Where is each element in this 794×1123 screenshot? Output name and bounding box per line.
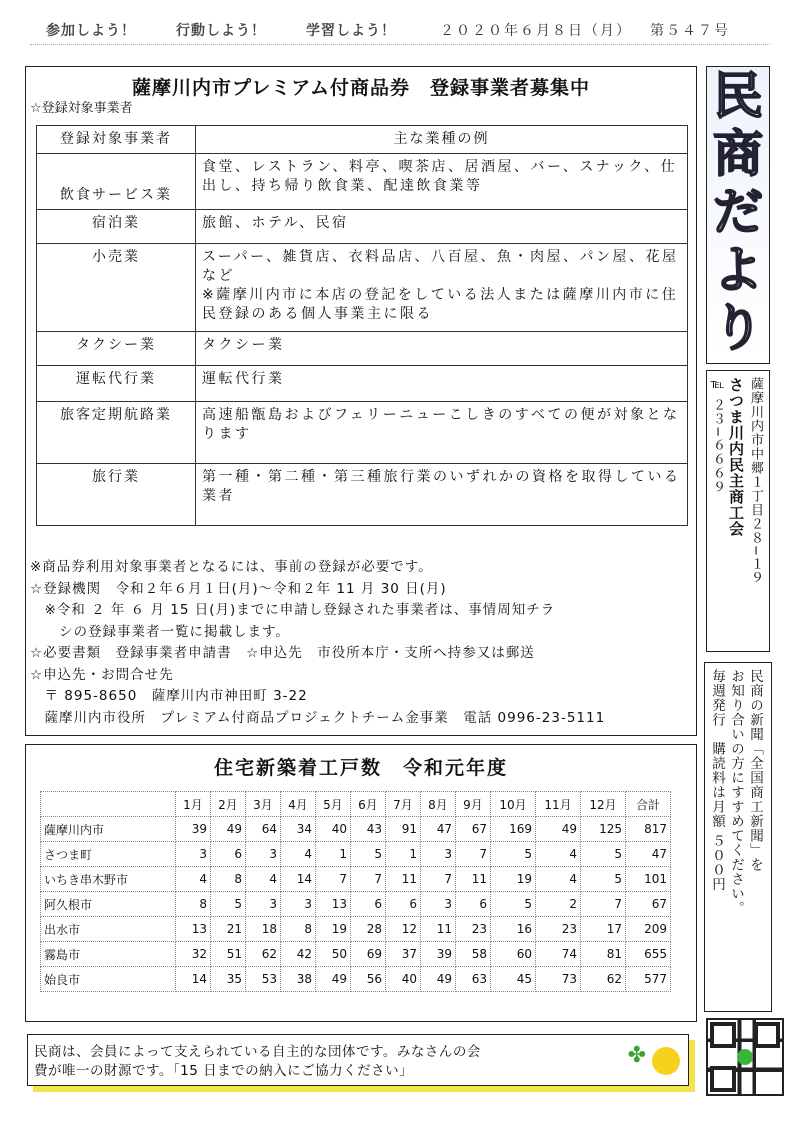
- housing-row: [41, 917, 671, 942]
- housing-value: 67: [456, 817, 491, 842]
- address-line: 薩摩川内市中郷１丁目２８−１９: [748, 377, 763, 585]
- month-header: 12月: [581, 792, 626, 817]
- header-cell-category: 登録対象事業者: [37, 126, 196, 154]
- issue-date: ２０２０年６月８日（月）: [440, 23, 632, 39]
- registration-section: [25, 66, 697, 736]
- examples-cell: タクシー業: [196, 332, 688, 366]
- slogan-3: 学習しよう！: [306, 23, 396, 39]
- housing-value: 56: [351, 967, 386, 992]
- housing-value: 11: [456, 867, 491, 892]
- housing-value: 23: [536, 917, 581, 942]
- qr-finder-icon: [754, 1022, 780, 1048]
- city-name: いちき串木野市: [41, 867, 176, 892]
- housing-value: 16: [491, 917, 536, 942]
- housing-value: 63: [456, 967, 491, 992]
- housing-value: 49: [536, 817, 581, 842]
- housing-header-row: [41, 792, 671, 817]
- housing-value: 5: [581, 842, 626, 867]
- housing-value: 13: [176, 917, 211, 942]
- examples-cell: スーパー、雑貨店、衣料品店、八百屋、魚・肉屋、パン屋、花屋など ※薩摩川内市に本店の登記をしている法人または薩摩川内市に住民登録のある個人事業主に限る: [196, 244, 688, 332]
- issue-number: 第５４７号: [650, 23, 730, 39]
- housing-row: [41, 867, 671, 892]
- month-header: 8月: [421, 792, 456, 817]
- housing-value: 19: [491, 867, 536, 892]
- housing-value: 7: [581, 892, 626, 917]
- housing-value: 3: [281, 892, 316, 917]
- housing-value: 19: [316, 917, 351, 942]
- housing-value: 14: [281, 867, 316, 892]
- newspaper-ad: [704, 662, 772, 1012]
- housing-value: 47: [626, 842, 671, 867]
- masthead-char: 民: [713, 67, 763, 125]
- registration-notes: [30, 557, 692, 729]
- city-name: 始良市: [41, 967, 176, 992]
- housing-value: 43: [351, 817, 386, 842]
- note-line: 薩摩川内市役所 プレミアム付商品プロジェクトチーム金事業 電話 0996-23-5111: [30, 709, 606, 726]
- table-row: [37, 366, 688, 402]
- housing-value: 5: [491, 842, 536, 867]
- examples-cell: 高速船甑島およびフェリーニューこしきのすべての便が対象となります: [196, 402, 688, 464]
- month-header: 7月: [386, 792, 421, 817]
- month-header: 9月: [456, 792, 491, 817]
- housing-value: 6: [456, 892, 491, 917]
- table-row: [37, 210, 688, 244]
- housing-value: 81: [581, 942, 626, 967]
- housing-value: 62: [581, 967, 626, 992]
- housing-value: 14: [176, 967, 211, 992]
- month-header: 6月: [351, 792, 386, 817]
- housing-value: 577: [626, 967, 671, 992]
- month-header: 10月: [491, 792, 536, 817]
- housing-row: [41, 967, 671, 992]
- city-name: さつま町: [41, 842, 176, 867]
- chick-mascot-icon: [652, 1047, 680, 1075]
- housing-value: 37: [386, 942, 421, 967]
- housing-value: 5: [581, 867, 626, 892]
- housing-value: 4: [281, 842, 316, 867]
- city-name: 霧島市: [41, 942, 176, 967]
- housing-value: 67: [626, 892, 671, 917]
- table-row: [37, 332, 688, 366]
- ad-line: 毎週発行 購読料は月額 ５００円: [709, 669, 725, 892]
- note-line: ☆必要書類 登録事業者申請書 ☆申込先 市役所本庁・支所へ持参又は郵送: [30, 645, 535, 661]
- housing-value: 5: [491, 892, 536, 917]
- footer-line-1: 民商は、会員によって支えられている自主的な団体です。みなさんの会: [34, 1044, 481, 1060]
- category-cell: 小売業: [37, 244, 196, 332]
- housing-value: 45: [491, 967, 536, 992]
- housing-value: 5: [211, 892, 246, 917]
- corner-cell: [41, 792, 176, 817]
- examples-cell: 旅館、ホテル、民宿: [196, 210, 688, 244]
- qr-code-icon[interactable]: [706, 1018, 784, 1096]
- category-cell: 旅行業: [37, 464, 196, 526]
- month-header: 5月: [316, 792, 351, 817]
- housing-value: 125: [581, 817, 626, 842]
- note-line: シの登録事業者一覧に掲載します。: [30, 623, 290, 640]
- city-name: 出水市: [41, 917, 176, 942]
- housing-value: 3: [421, 842, 456, 867]
- slogan-1: 参加しよう！: [46, 23, 136, 39]
- qr-finder-icon: [710, 1022, 736, 1048]
- city-name: 薩摩川内市: [41, 817, 176, 842]
- housing-value: 6: [386, 892, 421, 917]
- housing-value: 209: [626, 917, 671, 942]
- housing-value: 1: [316, 842, 351, 867]
- header-divider: [30, 44, 770, 51]
- housing-value: 7: [421, 867, 456, 892]
- header: [30, 8, 770, 48]
- housing-value: 4: [536, 867, 581, 892]
- housing-value: 12: [386, 917, 421, 942]
- housing-row: [41, 892, 671, 917]
- housing-value: 7: [456, 842, 491, 867]
- registration-subtitle: ☆登録対象事業者: [30, 101, 133, 116]
- month-header: 11月: [536, 792, 581, 817]
- housing-value: 3: [246, 842, 281, 867]
- housing-value: 38: [281, 967, 316, 992]
- housing-value: 101: [626, 867, 671, 892]
- examples-cell: 第一種・第二種・第三種旅行業のいずれかの資格を取得している業者: [196, 464, 688, 526]
- footer-note: [27, 1034, 689, 1086]
- housing-value: 8: [176, 892, 211, 917]
- housing-value: 49: [421, 967, 456, 992]
- housing-value: 11: [386, 867, 421, 892]
- housing-value: 6: [211, 842, 246, 867]
- housing-value: 7: [351, 867, 386, 892]
- housing-value: 42: [281, 942, 316, 967]
- masthead-char: 商: [713, 125, 763, 183]
- housing-value: 13: [316, 892, 351, 917]
- housing-row: [41, 817, 671, 842]
- housing-value: 2: [536, 892, 581, 917]
- housing-value: 169: [491, 817, 536, 842]
- housing-value: 64: [246, 817, 281, 842]
- housing-value: 8: [281, 917, 316, 942]
- housing-value: 28: [351, 917, 386, 942]
- housing-value: 53: [246, 967, 281, 992]
- month-header: 2月: [211, 792, 246, 817]
- registration-title: 薩摩川内市プレミアム付商品券 登録事業者募集中: [132, 77, 590, 99]
- housing-value: 58: [456, 942, 491, 967]
- housing-value: 4: [246, 867, 281, 892]
- slogan-2: 行動しよう！: [176, 23, 266, 39]
- housing-value: 60: [491, 942, 536, 967]
- housing-value: 39: [421, 942, 456, 967]
- housing-value: 39: [176, 817, 211, 842]
- examples-cell: 食堂、レストラン、料亭、喫茶店、居酒屋、バー、スナック、仕出し、持ち帰り飲食業、配達飲食業等: [196, 154, 688, 210]
- phone-number: ℡ ２３−６６６９: [710, 377, 725, 495]
- masthead-char: り: [713, 299, 763, 357]
- masthead-char: よ: [713, 241, 763, 299]
- table-row: [37, 464, 688, 526]
- note-line: ☆申込先・お問合せ先: [30, 666, 174, 683]
- month-header: 1月: [176, 792, 211, 817]
- housing-value: 655: [626, 942, 671, 967]
- housing-value: 49: [316, 967, 351, 992]
- housing-value: 50: [316, 942, 351, 967]
- table-row: [37, 244, 688, 332]
- clover-icon: ✤: [627, 1043, 646, 1068]
- note-line: ☆登録機関 令和２年６月１日(月)～令和２年 11 月 30 日(月): [30, 580, 447, 597]
- month-header: 4月: [281, 792, 316, 817]
- housing-value: 1: [386, 842, 421, 867]
- housing-row: [41, 842, 671, 867]
- housing-value: 7: [316, 867, 351, 892]
- housing-value: 73: [536, 967, 581, 992]
- table-row: [37, 402, 688, 464]
- month-header: 合計: [626, 792, 671, 817]
- housing-value: 4: [536, 842, 581, 867]
- housing-value: 62: [246, 942, 281, 967]
- category-cell: 宿泊業: [37, 210, 196, 244]
- category-cell: 運転代行業: [37, 366, 196, 402]
- housing-value: 40: [386, 967, 421, 992]
- housing-table: [40, 791, 671, 992]
- note-line: ※商品券利用対象事業者となるには、事前の登録が必要です。: [30, 559, 433, 575]
- footer-line-2: 費が唯一の財源です。「15 日までの納入にご協力ください」: [34, 1063, 414, 1079]
- housing-value: 74: [536, 942, 581, 967]
- housing-value: 8: [211, 867, 246, 892]
- line-logo-icon: [737, 1049, 753, 1065]
- organization-name: さつま川内民主商工会: [727, 377, 745, 537]
- housing-row: [41, 942, 671, 967]
- housing-value: 21: [211, 917, 246, 942]
- housing-value: 69: [351, 942, 386, 967]
- masthead-char: だ: [713, 183, 763, 241]
- housing-section: [25, 744, 697, 1022]
- housing-value: 3: [176, 842, 211, 867]
- examples-cell: 運転代行業: [196, 366, 688, 402]
- note-line: ※令和 ２ 年 ６ 月 15 日(月)までに申請し登録された事業者は、事情周知チラ: [30, 602, 556, 618]
- category-cell: 飲食サービス業: [37, 154, 196, 210]
- housing-value: 6: [351, 892, 386, 917]
- category-cell: タクシー業: [37, 332, 196, 366]
- address-box: [706, 370, 770, 652]
- housing-value: 11: [421, 917, 456, 942]
- housing-value: 51: [211, 942, 246, 967]
- registration-table: [36, 125, 688, 526]
- table-header-row: [37, 126, 688, 154]
- housing-value: 40: [316, 817, 351, 842]
- housing-value: 3: [246, 892, 281, 917]
- housing-value: 5: [351, 842, 386, 867]
- housing-value: 23: [456, 917, 491, 942]
- category-cell: 旅客定期航路業: [37, 402, 196, 464]
- housing-value: 47: [421, 817, 456, 842]
- housing-value: 18: [246, 917, 281, 942]
- note-line: 〒 895-8650 薩摩川内市神田町 3-22: [30, 688, 308, 704]
- qr-finder-icon: [710, 1066, 736, 1092]
- table-row: [37, 154, 688, 210]
- housing-value: 49: [211, 817, 246, 842]
- ad-line: お知り合いの方にすすめてください。: [728, 669, 744, 916]
- housing-title: 住宅新築着工戸数 令和元年度: [213, 757, 508, 779]
- city-name: 阿久根市: [41, 892, 176, 917]
- housing-value: 91: [386, 817, 421, 842]
- housing-value: 32: [176, 942, 211, 967]
- housing-value: 817: [626, 817, 671, 842]
- header-cell-examples: 主な業種の例: [196, 126, 688, 154]
- housing-value: 34: [281, 817, 316, 842]
- month-header: 3月: [246, 792, 281, 817]
- housing-value: 35: [211, 967, 246, 992]
- housing-value: 4: [176, 867, 211, 892]
- ad-line: 民商の新聞「全国商工新聞」を: [747, 669, 763, 872]
- housing-value: 17: [581, 917, 626, 942]
- housing-value: 3: [421, 892, 456, 917]
- masthead-logo: [706, 66, 770, 364]
